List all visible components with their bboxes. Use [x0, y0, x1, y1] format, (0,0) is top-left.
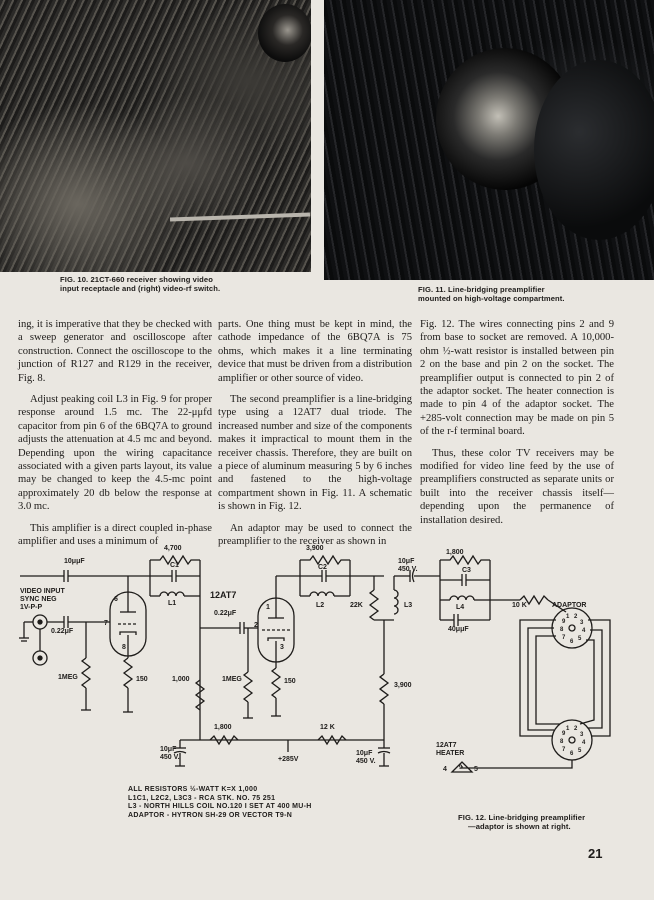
- paragraph: This amplifier is a direct coupled in-phase amplifier and uses a minimum of: [18, 522, 212, 548]
- label-c022-mid: 0.22μF: [214, 610, 237, 617]
- label-c022-in: 0.22μF: [51, 628, 74, 635]
- socket-pin: 5: [578, 636, 582, 642]
- socket-pin: 4: [582, 740, 586, 746]
- label-3900-b: 3,900: [394, 682, 412, 689]
- socket-pin: 6: [570, 751, 574, 757]
- label-adaptor: ADAPTOR: [552, 602, 587, 609]
- text-column-2: [218, 318, 412, 557]
- heater-pin: 4: [443, 766, 447, 773]
- fig11-crt: [534, 60, 654, 240]
- label-c2: C2: [318, 564, 327, 571]
- socket-pin: 8: [560, 739, 564, 745]
- socket-pin: 5: [578, 748, 582, 754]
- socket-pin: 6: [570, 639, 574, 645]
- label-c10uuf: 10μμF: [64, 558, 85, 565]
- label-l1: L1: [168, 600, 177, 607]
- label-22k: 22K: [350, 602, 363, 609]
- socket-pin: 3: [580, 732, 584, 738]
- label-pin2: 2: [254, 622, 258, 629]
- label-pin1: 1: [266, 604, 270, 611]
- heater-pin: 5: [474, 766, 478, 773]
- label-1800-a: 1,800: [214, 724, 232, 731]
- label-c3: C3: [462, 567, 471, 574]
- fig10-caption: FIG. 10. 21CT-660 receiver showing video input receptacle and (right) video-rf switch.: [60, 275, 221, 293]
- text-column-3: [420, 318, 614, 535]
- paragraph: Adjust peaking coil L3 in Fig. 9 for proper response around 1.5 mc. The 22-μμfd capacitor from pin 6 of the 6BQ7A to ground adjusts the attenuation at 4.5 mc and beyond. Depending upon the wiring capacitance associated with a given parts layout, its value may be changed to keep the 4.5-mc point approximately 20 db below the response at 3.0 mc.: [18, 394, 212, 513]
- socket-pin: 1: [566, 614, 570, 620]
- fig11-caption: FIG. 11. Line-bridging preamplifier mounted on high-voltage compartment.: [418, 285, 565, 303]
- text-column-1: [18, 318, 212, 557]
- socket-pin: 7: [562, 635, 566, 641]
- socket-pin: 2: [574, 614, 578, 620]
- label-c10uf-a: 10μF 450 V.: [160, 746, 180, 761]
- label-c40uuf: 40μμF: [448, 626, 469, 633]
- label-1800-b: 1,800: [446, 549, 464, 556]
- fig10-rod: [170, 213, 310, 222]
- label-4700: 4,700: [164, 545, 182, 552]
- fig11-photo: [324, 0, 654, 280]
- label-pin8: 8: [122, 644, 126, 651]
- label-150-a: 150: [136, 676, 148, 683]
- label-10k: 10 K: [512, 602, 527, 609]
- label-pin7: 7: [104, 620, 108, 627]
- label-150-b: 150: [284, 678, 296, 685]
- label-1000: 1,000: [172, 676, 190, 683]
- socket-pin: 3: [580, 620, 584, 626]
- paragraph: An adaptor may be used to connect the preamplifier to the receiver as shown in: [218, 522, 412, 548]
- label-c10uf-b: 10μF 450 V.: [356, 750, 376, 765]
- schematic-notes: ALL RESISTORS ½-WATT K=X 1,000 L1C1, L2C2, L3C3 - RCA STK. NO. 75 251 L3 - NORTH HILLS COIL NO.120 I SET AT 400 MU-H ADAPTOR - HYTRON SH-29 OR VECTOR T9-N: [128, 786, 312, 819]
- paragraph: Fig. 12. The wires connecting pins 2 and 9 from base to socket are removed. A 10,000-ohm ½-watt resistor is installed between pin 2 on the base and pin 2 on the socket. The preamplifier output is connected to pin 2 of the adaptor socket. The heater connection is made to pin 4 of the adaptor socket. The +285-volt connection may be made on pin 5 of the r-f terminal board.: [420, 319, 614, 438]
- label-l2: L2: [316, 602, 325, 609]
- label-heater: 12AT7 HEATER: [436, 742, 465, 757]
- label-b285: +285V: [278, 756, 299, 763]
- label-video-input: VIDEO INPUT SYNC NEG 1V-P-P: [20, 588, 65, 611]
- paragraph: Thus, these color TV receivers may be modified for video line feed by the use of preamplifiers constructed as separate units or built into the receiver chassis itself—depending upon the permanence of installation desired.: [420, 447, 614, 526]
- label-pin3: 3: [280, 644, 284, 651]
- label-l4: L4: [456, 604, 465, 611]
- socket-pin: 9: [562, 619, 566, 625]
- page-number: 21: [588, 846, 603, 861]
- socket-pin: 7: [562, 747, 566, 753]
- label-1meg-b: 1MEG: [222, 676, 242, 683]
- label-12k: 12 K: [320, 724, 335, 731]
- socket-pin: 1: [566, 726, 570, 732]
- label-pin6: 6: [114, 596, 118, 603]
- socket-pin: 4: [582, 628, 586, 634]
- paragraph: The second preamplifier is a line-bridging type using a 12AT7 dual triode. The increased number and size of the components makes it impractical to mount them in the receiver chassis. Therefore, they are built on a piece of aluminum measuring 5 by 6 inches and fastened to the high-voltage compartment shown in Fig. 11. A schematic is shown in Fig. 12.: [218, 394, 412, 513]
- label-3900-a: 3,900: [306, 545, 324, 552]
- label-tube: 12AT7: [210, 590, 237, 600]
- socket-pin: 9: [562, 731, 566, 737]
- paragraph: ing, it is imperative that they be checked with a sweep generator and oscilloscope after construction. Connect the oscilloscope to the junction of R127 and R129 in the receiver, Fig. 8.: [18, 319, 212, 384]
- socket-pin: 8: [560, 627, 564, 633]
- label-l3: L3: [404, 602, 413, 609]
- label-c1: C1: [170, 562, 179, 569]
- paragraph: parts. One thing must be kept in mind, the cathode impedance of the 6BQ7A is 75 ohms, which makes it a line terminating device that must be driven from a distribution amplifier or other source of video.: [218, 319, 412, 384]
- fig10-photo: [0, 0, 311, 272]
- heater-pin: 9: [459, 765, 463, 771]
- schematic-labels: [0, 540, 654, 790]
- label-c10uf-c: 10μF 450 V.: [398, 558, 418, 573]
- socket-pin: 2: [574, 726, 578, 732]
- fig12-caption: FIG. 12. Line-bridging preamplifier —adaptor is shown at right.: [458, 813, 586, 831]
- fig10-inset-switch: [258, 4, 311, 62]
- label-1meg-a: 1MEG: [58, 674, 78, 681]
